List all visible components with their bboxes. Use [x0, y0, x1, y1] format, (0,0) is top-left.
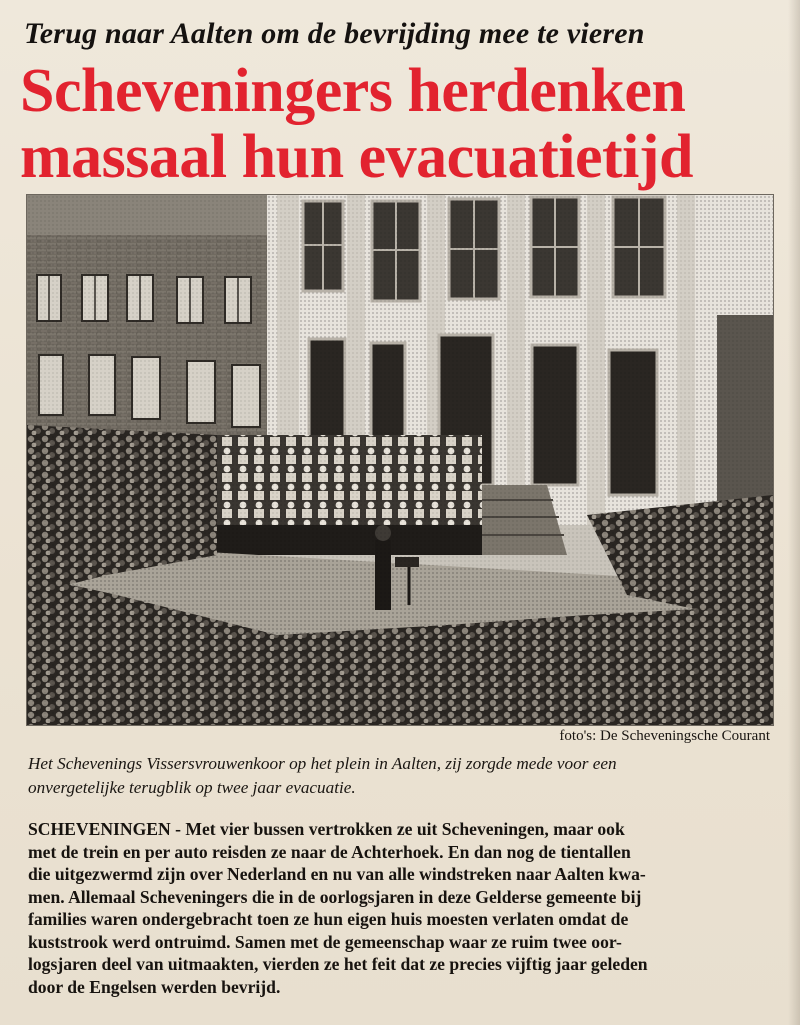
- photo-caption: [28, 752, 778, 800]
- body-line: door de Engelsen werden bevrijd.: [28, 976, 281, 997]
- caption-line: onvergetelijke terugblik op twee jaar evacuatie.: [28, 778, 356, 797]
- headline-line: Scheveningers herdenken: [20, 57, 686, 125]
- body-line: met de trein en per auto reisden ze naar de Achterhoek. En dan nog de tientallen: [28, 841, 631, 862]
- body-line: kuststrook werd ontruimd. Samen met de gemeenschap waar ze ruim twee oor-: [28, 931, 622, 952]
- body-line: die uitgezwermd zijn over Nederland en nu van alle windstreken naar Aalten kwa-: [28, 864, 646, 884]
- article-photo: [26, 194, 774, 726]
- article-kicker: Terug naar Aalten om de bevrijding mee te vieren: [24, 17, 645, 50]
- photo-credit: foto's: De Scheveningsche Courant: [559, 728, 770, 744]
- article-headline: [20, 58, 780, 190]
- body-line: logsjaren deel van uitmaakten, vierden ze het feit dat ze precies vijftig jaar geleden: [28, 954, 648, 974]
- caption-line: Het Schevenings Vissersvrouwenkoor op het plein in Aalten, zij zorgde mede voor een: [28, 754, 617, 773]
- scan-edge-shadow: [788, 0, 800, 1025]
- body-line: SCHEVENINGEN - Met vier bussen vertrokken ze uit Scheveningen, maar ook: [28, 819, 625, 839]
- choir-photo-illustration: [27, 195, 773, 725]
- body-line: men. Allemaal Scheveningers die in de oorlogsjaren in deze Gelderse gemeente bij: [28, 886, 642, 907]
- headline-line: massaal hun evacuatietijd: [20, 123, 693, 191]
- body-line: families waren ondergebracht toen ze hun eigen huis moesten verlaten omdat de: [28, 909, 629, 929]
- article-body: [28, 818, 780, 998]
